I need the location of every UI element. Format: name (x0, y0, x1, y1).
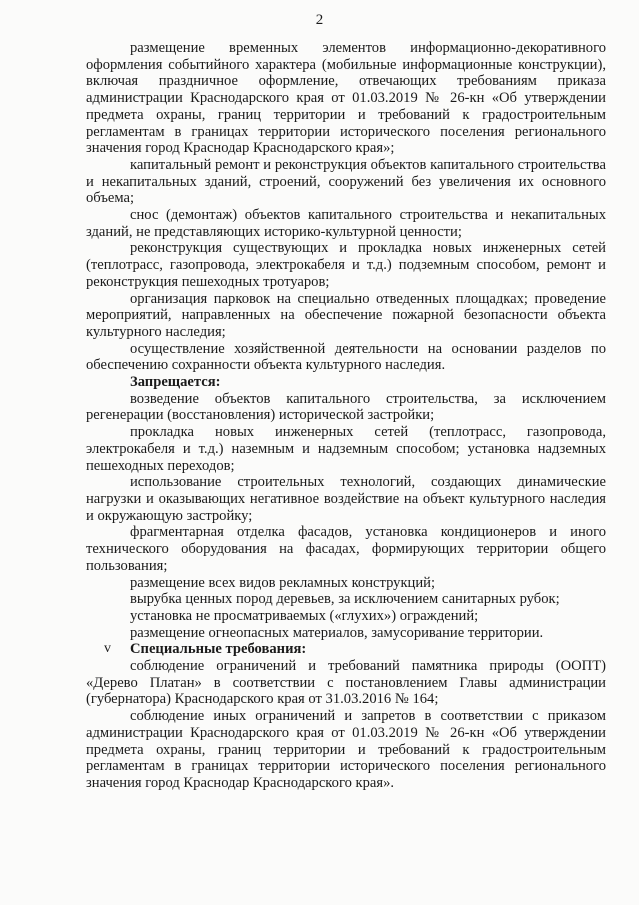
paragraph-prohibited-5: размещение всех видов рекламных конструкций; (130, 574, 436, 591)
paragraph-allowed-4: реконструкция существующих и прокладка новых инженерных сетей (теплотрасс, газопровода, электрокабеля и т.д.) подземным способом, ремонт и реконструкция пешеходных тротуаров; (86, 240, 606, 290)
paragraph-special-1: соблюдение ограничений и требований памятника природы (ООПТ) «Дерево Платан» в соответствии с постановлением Главы администрации (губернатора) Краснодарского края от 31.03.2016 № 164; (86, 658, 606, 708)
paragraph-prohibited-7: установка не просматриваемых («глухих») ограждений; (130, 607, 479, 624)
document-body (86, 40, 606, 792)
paragraph-allowed-5: организация парковок на специально отведенных площадках; проведение мероприятий, направленных на обеспечение пожарной безопасности объекта культурного наследия; (86, 290, 606, 340)
paragraph-special-2: соблюдение иных ограничений и запретов в соответствии с приказом администрации Краснодарского края от 01.03.2019 № 26-кн «Об утверждении предмета охраны, границ территории и требований к градостроительным регламентам в границах территории исторического поселения регионального значения город Краснодар Краснодарского края». (86, 708, 606, 791)
paragraph-prohibited-2: прокладка новых инженерных сетей (теплотрасс, газопровода, электрокабеля и т.д.) наземным и надземным способом; установка надземных пешеходных переходов; (86, 424, 606, 474)
paragraph-allowed-3: снос (демонтаж) объектов капитального строительства и некапитальных зданий, не представляющих историко-культурной ценности; (86, 207, 606, 240)
paragraph-prohibited-8: размещение огнеопасных материалов, замусоривание территории. (130, 624, 544, 641)
page-number: 2 (315, 12, 324, 28)
paragraph-allowed-6: осуществление хозяйственной деятельности на основании разделов по обеспечению сохранности объекта культурного наследия. (86, 340, 606, 374)
paragraph-prohibited-4: фрагментарная отделка фасадов, установка кондиционеров и иного технического оборудования на фасадах, формирующих территории общего пользования; (86, 524, 606, 574)
heading-prohibited: Запрещается: (130, 374, 221, 391)
paragraph-allowed-2: капитальный ремонт и реконструкция объектов капитального строительства и некапитальных зданий, строений, сооружений без увеличения их основного объема; (86, 156, 606, 207)
paragraph-prohibited-3: использование строительных технологий, создающих динамические нагрузки и оказывающих негативное воздействие на объект культурного наследия и окружающую застройку; (86, 474, 606, 524)
handwritten-check-mark: v (104, 641, 111, 657)
paragraph-allowed-1: размещение временных элементов информационно-декоративного оформления событийного характера (мобильные информационные конструкции), включая праздничное оформление, отвечающих требованиям приказа администрации Краснодарского края от 01.03.2019 № 26-кн «Об утверждении предмета охраны, границ территории и требований к градостроительным регламентам в границах территории исторического поселения регионального значения город Краснодар Краснодарского края»; (86, 40, 606, 157)
paragraph-prohibited-6: вырубка ценных пород деревьев, за исключением санитарных рубок; (130, 591, 560, 608)
heading-special: Специальные требования: (130, 641, 307, 658)
heading-special-row (86, 641, 606, 658)
paragraph-prohibited-1: возведение объектов капитального строительства, за исключением регенерации (восстановления) исторической застройки; (86, 390, 606, 424)
